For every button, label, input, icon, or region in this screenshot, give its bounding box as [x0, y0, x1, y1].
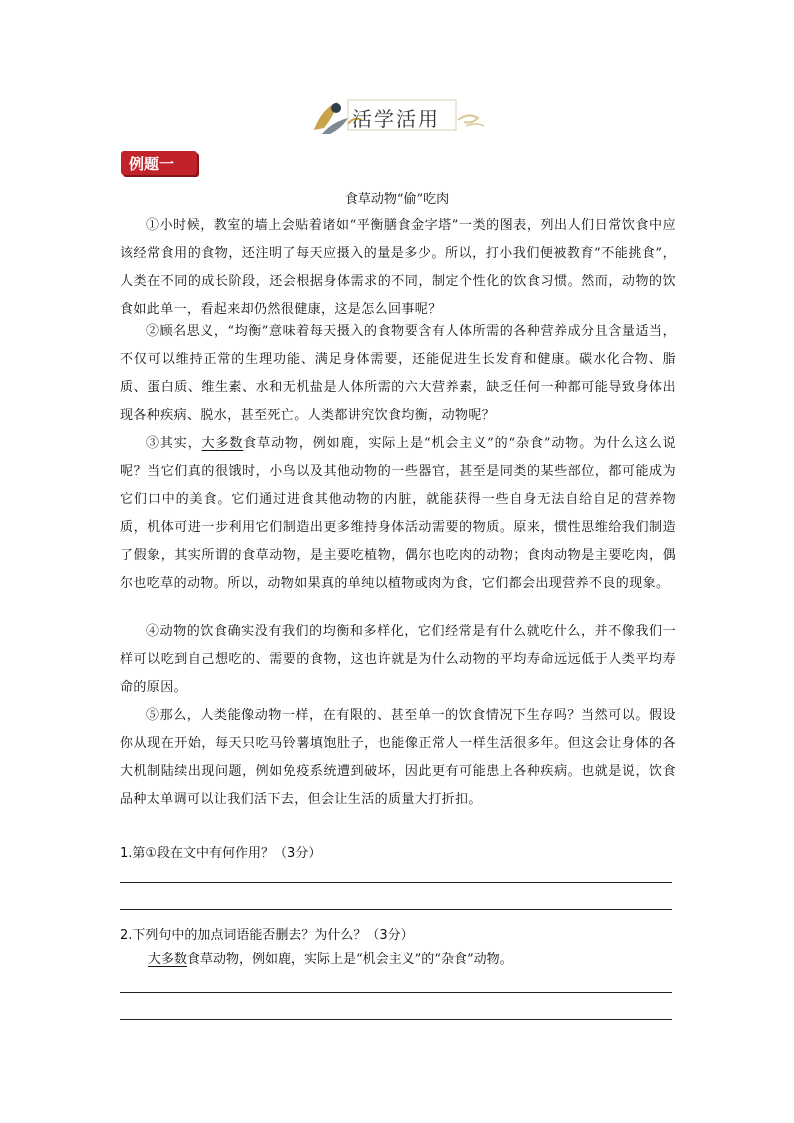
quoted-sentence-rest: 食草动物，例如鹿，实际上是“机会主义”的“杂食”动物。 [187, 952, 513, 967]
paragraph-5: ⑤那么，人类能像动物一样，在有限的、甚至单一的饮食情况下生存吗？当然可以。假设你从现在开始，每天只吃马铃薯填饱肚子，也能像正常人一样生活很多年。但这会让身体的各大机制陆续出现问题，例如免疫系统遭到破坏，因此更有可能患上各种疾病。也就是说，饮食品种太单调可以让我们活下去，但会让生活的质量大打折扣。 [120, 708, 676, 807]
paragraph-3-rest: 食草动物，例如鹿，实际上是“机会主义”的“杂食”动物。为什么这么说呢？当它们真的很饿时，小鸟以及其他动物的一些器官，甚至是同类的某些部位，都可能成为它们口中的美食。它们通过进食其他动物的内脏，就能获得一些自身无法自给自足的营养物质，机体可进一步利用它们制造出更多维持身体活动需要的物质。原来，惯性思维给我们制造了假象，其实所谓的食草动物，是主要吃植物，偶尔也吃肉的动物；食肉动物是主要吃肉，偶尔也吃草的动物。所以，动物如果真的单纯以植物或肉为食，它们都会出现营养不良的现象。 [120, 436, 676, 591]
answer-line-3[interactable] [120, 992, 672, 993]
answer-line-4[interactable] [120, 1019, 672, 1020]
dotted-word-repeat: 大多数 [148, 952, 188, 967]
quoted-sentence [148, 948, 513, 967]
answer-line-1[interactable] [120, 882, 672, 883]
paragraph-1: ①小时候，教室的墙上会贴着诸如“平衡膳食金字塔”一类的图表，列出人们日常饮食中应该经常食用的食物，还注明了每天应摄入的量是多少。所以，打小我们便被教育“不能挑食”，人类在不同的成长阶段，还会根据身体需求的不同，制定个性化的饮食习惯。然而，动物的饮食如此单一，看起来却仍然很健康，这是怎么回事呢？ [120, 218, 676, 317]
answer-line-2[interactable] [120, 909, 672, 910]
paragraph-2: ②顾名思义，“均衡”意味着每天摄入的食物要含有人体所需的各种营养成分且含量适当，不仅可以维持正常的生理功能、满足身体需要，还能促进生长发育和健康。碳水化合物、脂质、蛋白质、维生素、水和无机盐是人体所需的六大营养素，缺乏任何一种都可能导致身体出现各种疾病、脱水，甚至死亡。人类都讲究饮食均衡，动物呢？ [120, 324, 676, 423]
paragraph-3-start: ③其实， [146, 436, 202, 451]
banner-title: 活学活用 [352, 107, 440, 131]
example-tag [121, 151, 197, 175]
example-tag-label: 例题一 [129, 155, 175, 173]
question-2: 2.下列句中的加点词语能否删去？为什么？（3分） [120, 928, 414, 943]
paragraph-3 [120, 430, 676, 598]
dotted-word: 大多数 [201, 436, 244, 451]
article-title: 食草动物“偷”吃肉 [344, 192, 450, 207]
paragraph-4: ④动物的饮食确实没有我们的均衡和多样化，它们经常是有什么就吃什么，并不像我们一样可以吃到自己想吃的、需要的食物，这也许就是为什么动物的平均寿命远远低于人类平均寿命的原因。 [120, 624, 676, 695]
question-1: 1.第①段在文中有何作用？（3分） [120, 846, 322, 861]
